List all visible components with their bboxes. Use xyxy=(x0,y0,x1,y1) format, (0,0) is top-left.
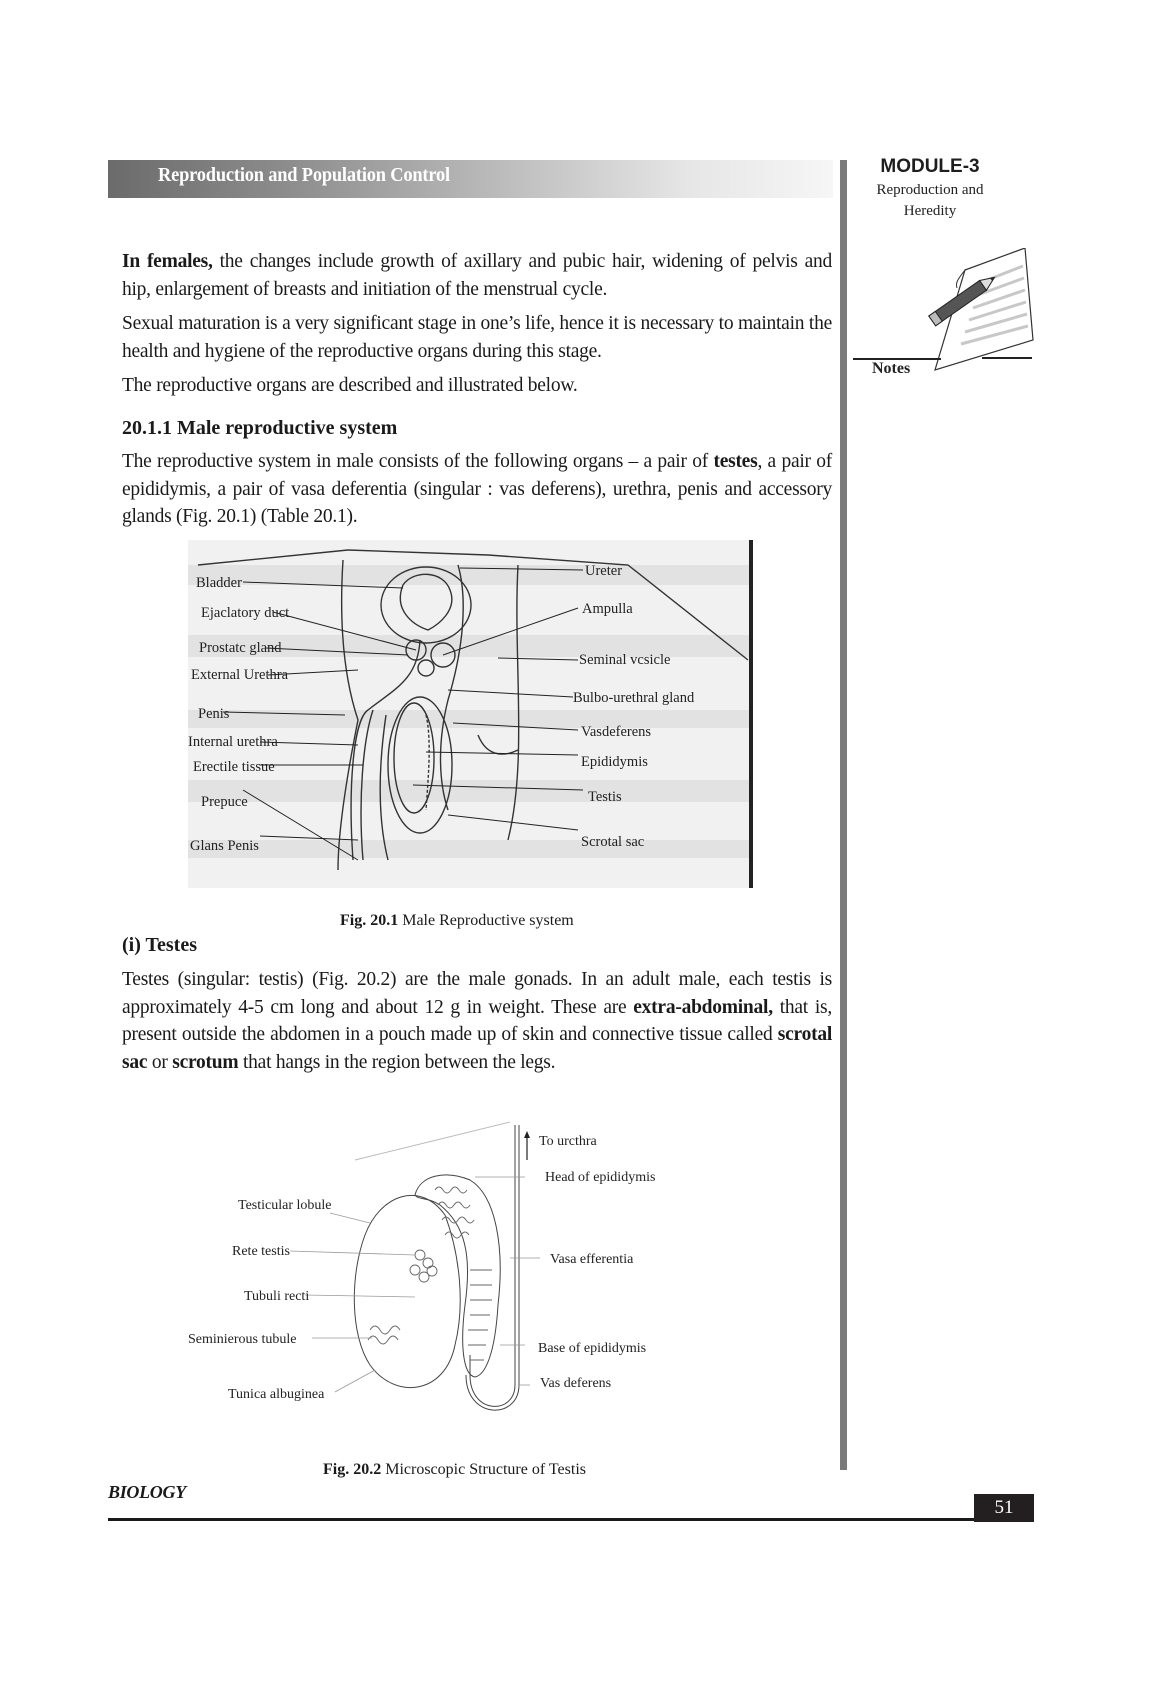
fig2-label-head-of-epididymis: Head of epididymis xyxy=(545,1170,656,1185)
fig2-label-tunica-albuginea: Tunica albuginea xyxy=(228,1387,325,1402)
fig1-label-internal-urethra: Internal urethra xyxy=(188,734,278,750)
fig2-label-rete-testis: Rete testis xyxy=(232,1244,290,1259)
figure-testis-structure xyxy=(180,1105,740,1425)
notes-rule-right xyxy=(982,357,1032,359)
figure1-caption-text: Male Reproductive system xyxy=(398,912,574,929)
subheading-testes: (i) Testes xyxy=(122,934,197,956)
figure2-caption xyxy=(323,1461,586,1479)
fig1-label-scrotal-sac: Scrotal sac xyxy=(581,834,645,850)
page-number: 51 xyxy=(974,1494,1034,1522)
fig2-label-tubuli-recti: Tubuli recti xyxy=(244,1289,310,1304)
footer-subject: BIOLOGY xyxy=(108,1482,186,1502)
paragraph-females-lead: In females, xyxy=(122,251,213,272)
figure-male-reproductive-system xyxy=(188,540,753,888)
fig2-label-vasa-efferentia: Vasa efferentia xyxy=(550,1252,634,1267)
fig1-label-ejaculatory-duct: Ejaclatory duct xyxy=(201,605,290,621)
paragraph-male-system-bold: testes xyxy=(713,451,758,472)
module-subtitle-line1: Reproduction and xyxy=(876,182,984,198)
paragraph-females-text: the changes include growth of axillary and pubic hair, widening of pelvis and hip, enlargement of breasts and initiation of the menstrual cycle. xyxy=(122,251,832,300)
margin-divider xyxy=(840,160,847,1470)
module-subtitle xyxy=(850,180,1010,222)
fig1-label-penis: Penis xyxy=(198,706,230,722)
fig2-label-to-urethra: To urcthra xyxy=(539,1134,597,1149)
fig1-label-erectile-tissue: Erectile tissue xyxy=(193,759,275,775)
paragraph-testes-bold-scrotum: scrotum xyxy=(172,1051,239,1073)
fig1-label-ampulla: Ampulla xyxy=(582,601,633,617)
fig1-label-external-urethra: External Urethra xyxy=(191,667,289,683)
fig1-label-prostate-gland: Prostatc gland xyxy=(199,640,282,656)
paragraph-testes-a: Testes (singular: testis) (Fig. 20.2) are the male gonads. In an adult male, each testis is approximately 4-5 cm long and about 12 g in weight. These are xyxy=(122,969,832,1018)
paragraph-testes-d: that hangs in the region between the legs. xyxy=(238,1051,556,1073)
paragraph-maturation: Sexual maturation is a very significant stage in one’s life, hence it is necessary to maintain the health and hygiene of the reproductive organs during this stage. xyxy=(122,313,832,362)
fig2-label-vas-deferens: Vas deferens xyxy=(540,1376,612,1391)
paragraph-male-system-a: The reproductive system in male consists of the following organs – a pair of xyxy=(122,451,714,472)
paragraph-females xyxy=(122,248,832,303)
fig1-label-epididymis: Epididymis xyxy=(581,754,648,770)
notes-label: Notes xyxy=(872,360,911,377)
fig2-label-base-of-epididymis: Base of epididymis xyxy=(538,1341,647,1356)
figure2-caption-text: Microscopic Structure of Testis xyxy=(381,1461,586,1478)
fig1-label-vas-deferens: Vasdeferens xyxy=(581,724,652,740)
fig1-label-prepuce: Prepuce xyxy=(201,794,248,810)
paragraph-male-system-b: , a pair of epididymis, a pair of vasa deferentia (singular : vas deferens), urethra, penis and accessory glands (Fig. 20.1) (Table 20.1). xyxy=(122,451,832,527)
fig2-label-seminiferous-tubule: Seminierous tubule xyxy=(188,1332,297,1347)
footer-rule xyxy=(108,1518,978,1521)
fig1-label-ureter: Ureter xyxy=(585,563,623,579)
paragraph-testes-bold-extra-abdominal: extra-abdominal, xyxy=(633,996,773,1018)
module-subtitle-line2: Heredity xyxy=(903,203,957,219)
figure2-caption-number: Fig. 20.2 xyxy=(323,1461,382,1478)
paragraph-organs-intro: The reproductive organs are described and illustrated below. xyxy=(122,375,578,396)
arrow-up-icon xyxy=(524,1131,530,1138)
module-title: MODULE-3 xyxy=(880,156,980,177)
paragraph-testes xyxy=(122,966,832,1076)
fig1-label-testis: Testis xyxy=(588,789,622,805)
section-heading: 20.1.1 Male reproductive system xyxy=(122,417,398,439)
paragraph-testes-c: or xyxy=(147,1051,173,1073)
paragraph-male-system xyxy=(122,448,832,531)
fig1-label-seminal-vesicle: Seminal vcsicle xyxy=(579,652,671,668)
chapter-title: Reproduction and Population Control xyxy=(158,164,450,186)
figure1-caption-number: Fig. 20.1 xyxy=(340,912,399,929)
figure1-caption xyxy=(340,912,574,930)
fig2-label-testicular-lobule: Testicular lobule xyxy=(238,1198,332,1213)
paragraph-testes-bold-scrotal-sac: scrotal sac xyxy=(122,1024,832,1073)
paragraph-testes-b: that is, present outside the abdomen in a pouch made up of skin and connective tissue called xyxy=(122,996,833,1045)
fig1-label-glans-penis: Glans Penis xyxy=(190,838,259,854)
fig1-label-bladder: Bladder xyxy=(196,575,242,591)
fig1-label-bulbo-urethral-gland: Bulbo-urethral gland xyxy=(573,690,695,706)
